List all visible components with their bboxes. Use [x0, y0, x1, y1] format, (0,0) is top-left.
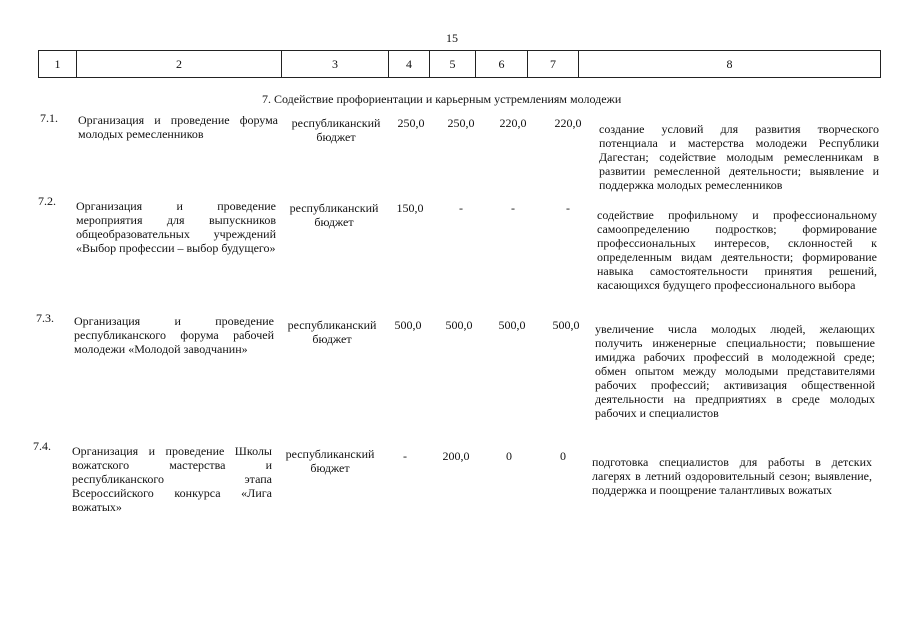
- row-number: 7.4.: [33, 439, 51, 453]
- expected-result: создание условий для развития творческого потенциала и мастерства молодежи Республики Дагестан; содействие молодым ремесленникам в развитии ремесленной деятельности; выявление и поддержка молодых ремесленников: [599, 122, 879, 192]
- value-col-5: -: [459, 201, 463, 215]
- expected-result: подготовка специалистов для работы в детских лагерях в летний оздоровительный сезон; выявление, поддержка и поощрение талантливых вожатых: [592, 455, 872, 497]
- value-col-6: -: [511, 201, 515, 215]
- event-name: Организация и проведение мероприятия для выпускников общеобразовательных учреждений «Выбор профессии – выбор будущего»: [76, 199, 276, 255]
- value-col-7: 500,0: [552, 318, 580, 332]
- page-number: 15: [446, 31, 458, 45]
- event-name: Организация и проведение республиканского форума рабочей молодежи «Молодой заводчанин»: [74, 314, 274, 356]
- column-header-6: 6: [476, 51, 528, 77]
- row-number: 7.2.: [38, 194, 56, 208]
- value-col-5: 250,0: [447, 116, 475, 130]
- event-name: Организация и проведение форума молодых ремесленников: [78, 113, 278, 141]
- value-col-6: 0: [506, 449, 512, 463]
- section-title: 7. Содействие профориентации и карьерным устремлениям молодежи: [262, 92, 622, 106]
- value-col-6: 500,0: [498, 318, 526, 332]
- funding-source: республиканский бюджет: [291, 116, 381, 144]
- value-col-5: 500,0: [445, 318, 473, 332]
- event-name: Организация и проведение Школы вожатского мастерства и республиканского этапа Всероссийского конкурса «Лига вожатых»: [72, 444, 272, 514]
- column-header-3: 3: [282, 51, 389, 77]
- column-header-4: 4: [389, 51, 430, 77]
- value-col-4: 250,0: [397, 116, 425, 130]
- row-number: 7.1.: [40, 111, 58, 125]
- value-col-5: 200,0: [442, 449, 470, 463]
- value-col-4: 500,0: [394, 318, 422, 332]
- funding-source: республиканский бюджет: [287, 318, 377, 346]
- funding-source: республиканский бюджет: [285, 447, 375, 475]
- value-col-7: -: [566, 201, 570, 215]
- value-col-4: -: [403, 449, 407, 463]
- column-header-7: 7: [528, 51, 579, 77]
- value-col-6: 220,0: [499, 116, 527, 130]
- column-header-row: [38, 50, 881, 78]
- expected-result: увеличение числа молодых людей, желающих получить инженерные специальности; повышение имиджа рабочих профессий в молодежной среде; обмен опытом между молодыми представителями рабочих профессий; активизация общественной деятельности на предприятиях в среде молодых рабочих и специалистов: [595, 322, 875, 420]
- expected-result: содействие профильному и профессиональному самоопределению подростков; формирование профессиональных интересов, склонностей к определенным видам деятельности; формирование навыка самостоятельности принятия решений, касающихся будущего профессионального выбора: [597, 208, 877, 292]
- column-header-1: 1: [39, 51, 77, 77]
- value-col-4: 150,0: [396, 201, 424, 215]
- value-col-7: 0: [560, 449, 566, 463]
- column-header-5: 5: [430, 51, 476, 77]
- funding-source: республиканский бюджет: [289, 201, 379, 229]
- row-number: 7.3.: [36, 311, 54, 325]
- column-header-8: 8: [726, 57, 733, 71]
- column-header-2: 2: [77, 51, 282, 77]
- value-col-7: 220,0: [554, 116, 582, 130]
